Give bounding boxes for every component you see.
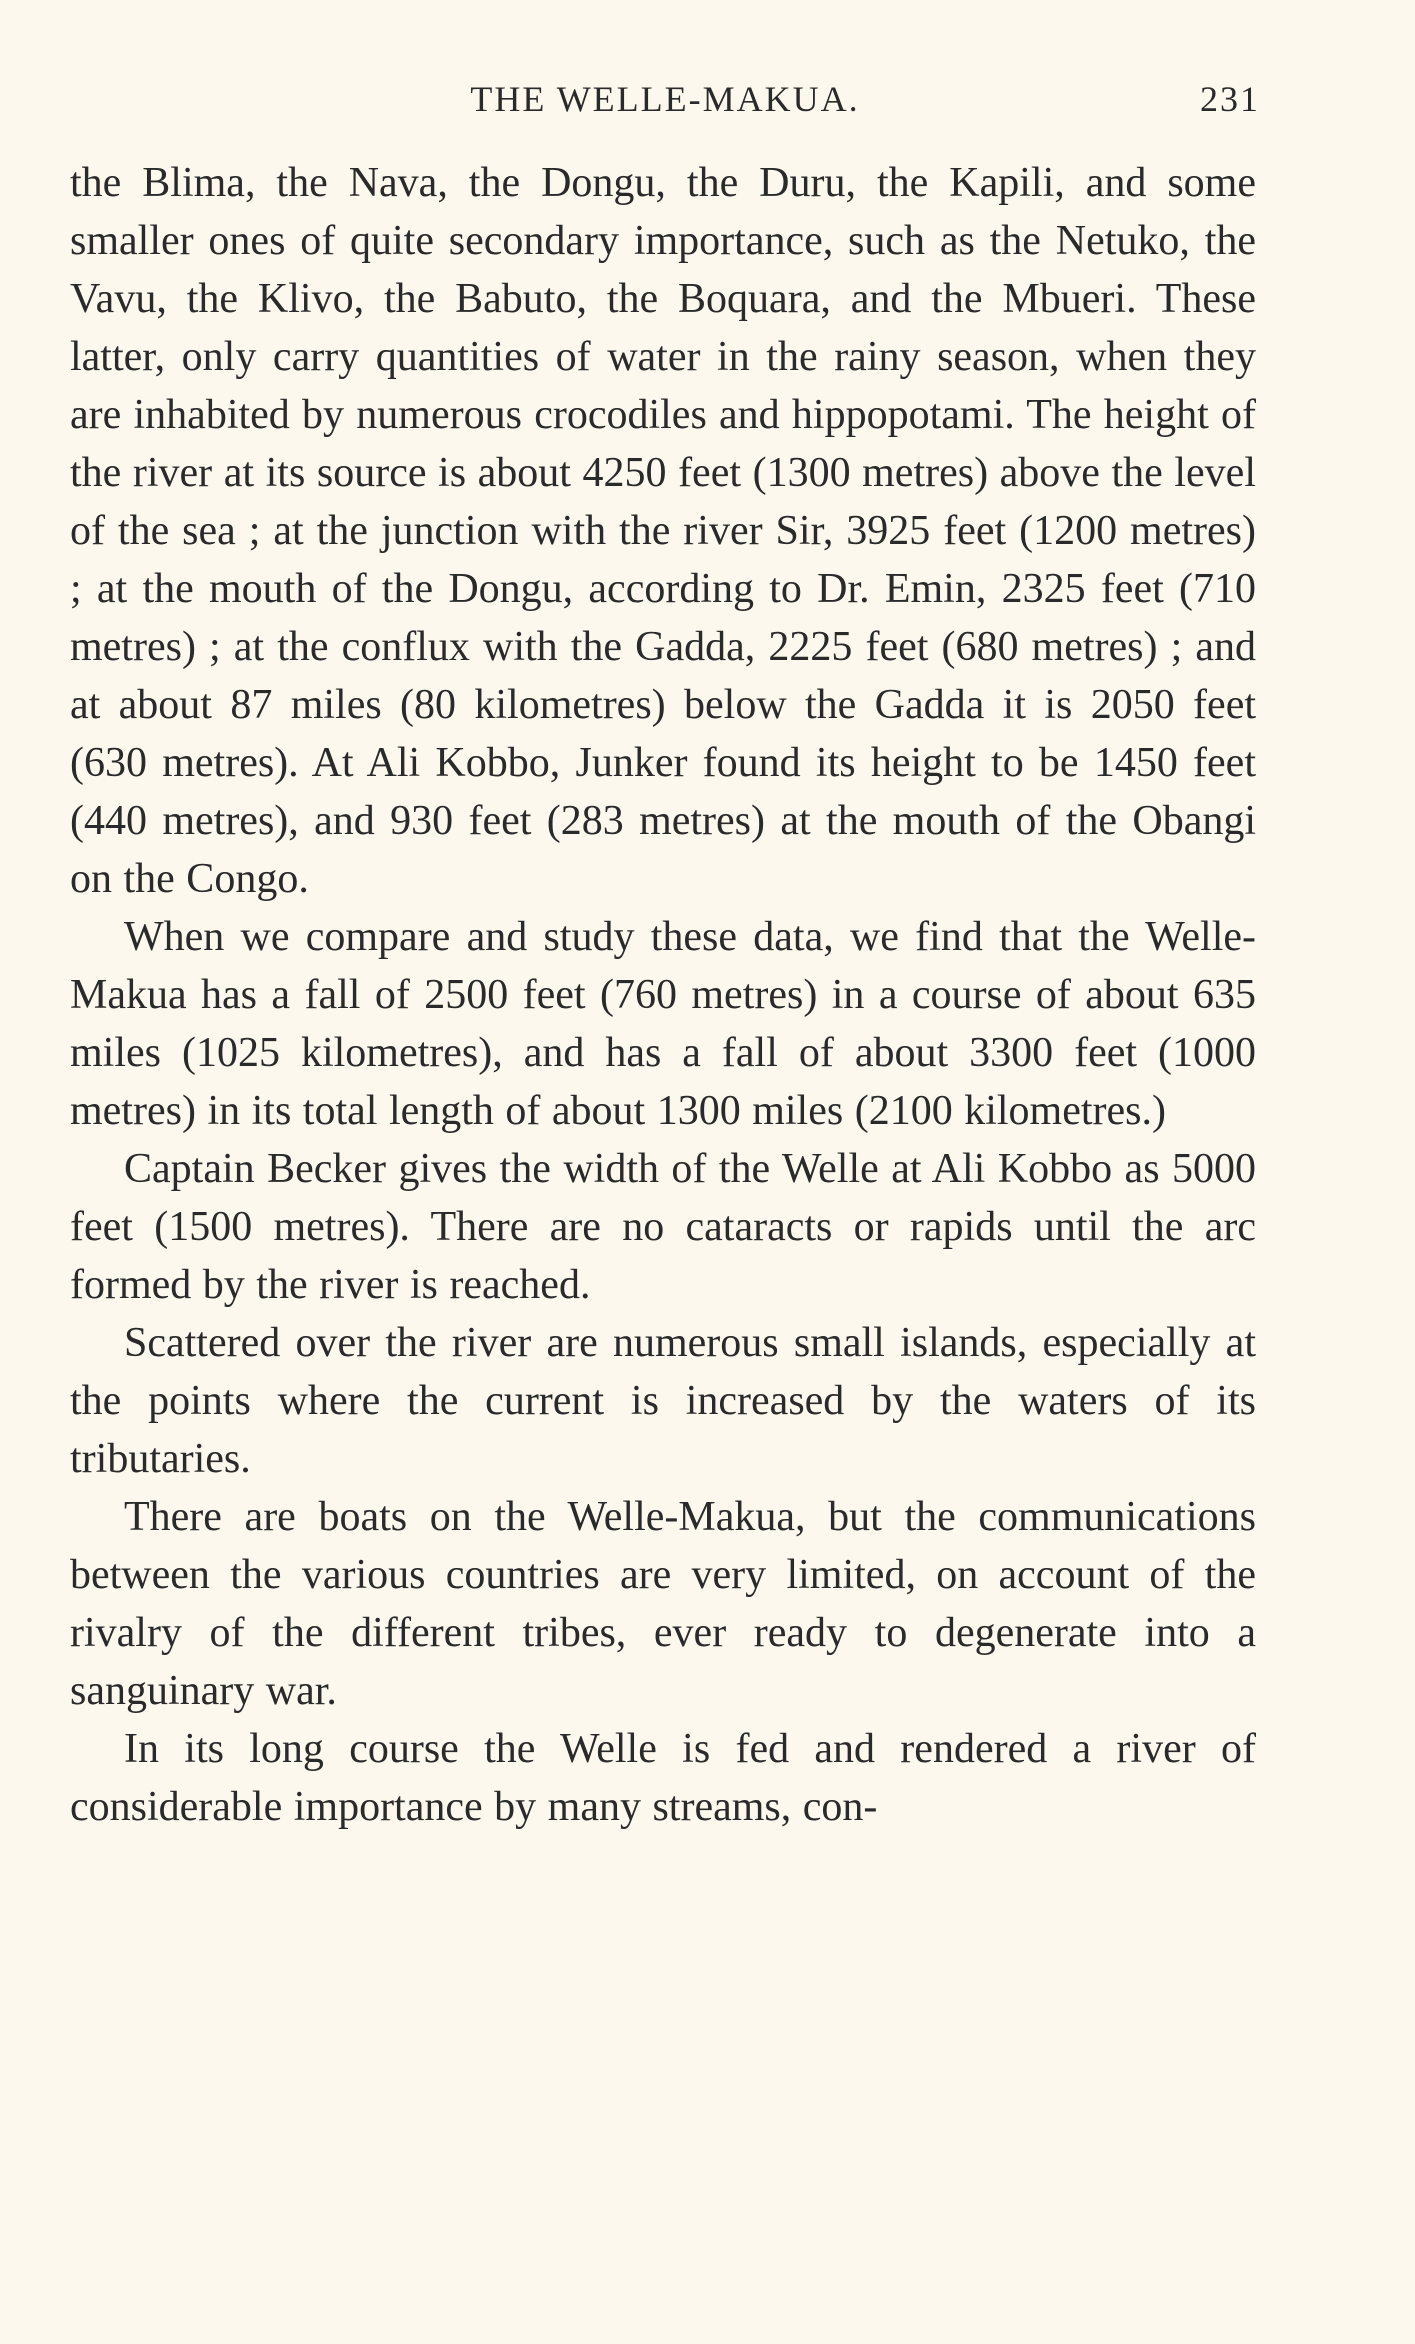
running-head — [70, 78, 1260, 128]
running-title: THE WELLE-MAKUA. — [470, 79, 860, 119]
page-number: 231 — [1200, 79, 1260, 119]
paragraph: Captain Becker gives the width of the Welle at Ali Kobbo as 5000 feet (1500 metres). There are no cataracts or rapids until the arc formed by the river is reached. — [70, 1146, 1256, 1308]
paragraph: Scattered over the river are numerous small islands, especially at the points where the current is increased by the waters of its tributaries. — [70, 1320, 1256, 1482]
paragraph-continued: the Blima, the Nava, the Dongu, the Duru, the Kapili, and some smaller ones of quite secondary importance, such as the Netuko, the Vavu, the Klivo, the Babuto, the Boquara, and the Mbueri. These latter, only carry quantities of water in the rainy season, when they are inhabited by numerous crocodiles and hippopotami. The height of the river at its source is about 4250 feet (1300 metres) above the level of the sea ; at the junction with the river Sir, 3925 feet (1200 metres) ; at the mouth of the Dongu, according to Dr. Emin, 2325 feet (710 metres) ; at the conflux with the Gadda, 2225 feet (680 metres) ; and at about 87 miles (80 kilometres) below the Gadda it is 2050 feet (630 metres). At Ali Kobbo, Junker found its height to be 1450 feet (440 metres), and 930 feet (283 metres) at the mouth of the Obangi on the Congo. — [70, 160, 1256, 902]
paragraph: When we compare and study these data, we find that the Welle-Makua has a fall of 2500 feet (760 metres) in a course of about 635 miles (1025 kilometres), and has a fall of about 3300 feet (1000 metres) in its total length of about 1300 miles (2100 kilometres.) — [70, 914, 1256, 1134]
body-text — [70, 154, 1256, 1836]
paragraph: There are boats on the Welle-Makua, but the communications between the various countries are very limited, on account of the rivalry of the different tribes, ever ready to degenerate into a sanguinary war. — [70, 1494, 1256, 1714]
paragraph: In its long course the Welle is fed and rendered a river of considerable importance by many streams, con- — [70, 1726, 1256, 1830]
